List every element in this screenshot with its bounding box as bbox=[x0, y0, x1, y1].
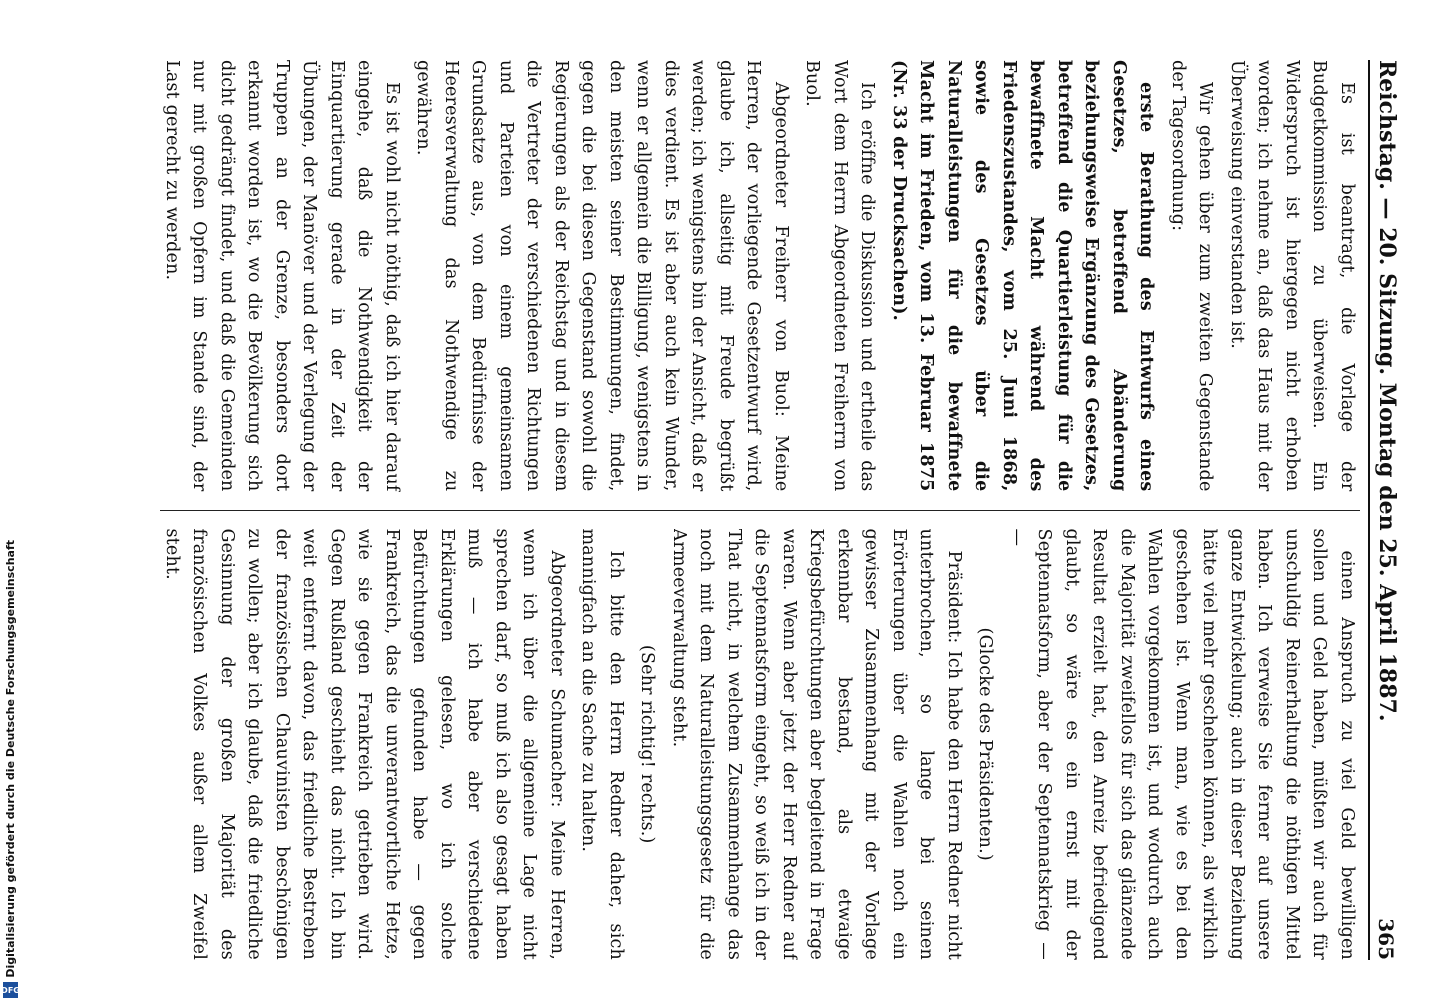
column-left bbox=[160, 60, 1360, 492]
page-number: 365 bbox=[1374, 918, 1398, 960]
paragraph: Abgeordneter Schumacher: Meine Herren, wenn ich über die allgemeine Lage nicht sprechen darf, so muß ich also gesagt haben muß — ich habe aber verschiedene Erklärungen gelesen, wo ich solche Befürchtungen gefunden habe — gegen Frankreich, das die unverantwortliche Hetze, wie sie gegen Frankreich getrieben wird. Gegen Rußland geschieht das nicht. Ich bin weit entfernt davon, das friedliche Bestreben der französischen Chauvinisten beschönigen zu wollen; aber ich glaube, daß die friedliche Gesinnung der großen Majorität des französischen Volkes außer allem Zweifel steht. bbox=[162, 528, 567, 960]
paragraph: Ich eröffne die Diskussion und ertheile das Wort dem Herrn Abgeordneten Freiherrn von Buol. bbox=[802, 60, 878, 492]
paragraph: (Glocke des Präsidenten.) bbox=[975, 627, 996, 861]
column-right bbox=[160, 529, 1360, 961]
paragraph: (Sehr richtig! rechts.) bbox=[637, 644, 658, 844]
page-title: Reichstag. — 20. Sitzung. Montag den 25. April 1887. bbox=[1374, 60, 1400, 722]
paragraph: erste Berathung des Entwurfs eines Gesetzes, betreffend Abänderung beziehungsweise Ergänzung des Gesetzes, betreffend die Quartierleistung für die bewaffnete Macht während des Friedenszustandes, vom 25. Juni 1868, sowie des Gesetzes über die Naturalleistungen für die bewaffnete Macht im Frieden, vom 13. Februar 1875 (Nr. 33 der Drucksachen). bbox=[889, 60, 1157, 492]
page-header bbox=[1368, 60, 1414, 960]
paragraph: Abgeordneter Freiherr von Buol: Meine Herren, der vorliegende Gesetzentwurf wird, glaube ich, allseitig mit Freude begrüßt werden; ich wenigstens bin der Ansicht, daß er dies verdient. Es ist aber auch kein Wunder, wenn er allgemein die Billigung, wenigstens in den meisten seiner Bestimmungen, findet, gegen die bei diesen Gegenstand sowohl die Regierungen als der Reichstag und in diesem die Vertreter der verschiedenen Richtungen und Parteien von einem gemeinsamen Grundsatze aus, von dem Bedürfnisse der Heeresverwaltung das Nothwendige zu gewähren. bbox=[413, 60, 791, 492]
column-divider bbox=[160, 510, 1360, 511]
paragraph: einen Anspruch zu viel Geld bewilligen sollen und Geld haben, müßten wir auch für unschuldig Reinerhaltung die nöthigen Mittel haben. Ich verweise Sie ferner auf unsere ganze Entwickelung; auch in dieser Beziehung hätte viel mehr geschehen können, als wirklich geschehen ist. Wenn man, wie es bei den Wahlen vorgekommen ist, und wodurch auch die Majorität zweifellos für sich das glänzende Resultat erzielt hat, den Anreiz befriedigend glaubt, so wäre es ein ernst mit der Septennatsform, aber der Septennatskrieg — — bbox=[1007, 528, 1357, 960]
dfg-logo: DFG bbox=[3, 982, 18, 998]
text-columns bbox=[160, 60, 1360, 960]
funding-note: Digitalisierung gefördert durch die Deutsche Forschungsgemeinschaft bbox=[4, 540, 17, 978]
paragraph: Wir gehen über zum zweiten Gegenstande der Tagesordnung: bbox=[1168, 60, 1216, 492]
paragraph: Es ist wohl nicht nöthig, daß ich hier darauf eingehe, daß die Nothwendigkeit der Einquartierung gerade in der Zeit der Übungen, der Manöver und der Verlegung der Truppen an der Grenze, besonders dort erkannt worden ist, wo die Bevölkerung sich dicht gedrängt findet, und daß die Gemeinden nur mit großen Opfern im Stande sind, der Last gerecht zu werden. bbox=[162, 60, 402, 492]
paragraph: Es ist beantragt, die Vorlage der Budgetkommission zu überweisen. Ein Widerspruch ist hiergegen nicht erhoben worden; ich nehme an, daß das Haus mit der Überweisung einverstanden ist. bbox=[1227, 60, 1357, 492]
paragraph: Ich bitte den Herrn Redner daher, sich mannigfach an die Sache zu halten. bbox=[578, 528, 626, 960]
paragraph: Präsident: Ich habe den Herrn Redner nicht unterbrochen, so lange bei seinen Erörterungen über die Wahlen noch ein gewisser Zusammenhang mit der Vorlage erkennbar bestand, als etwaige Kriegsbefürchtungen aber begleitend in Frage waren. Wenn aber jetzt der Herr Redner auf die Septennatsform eingeht, so weiß ich in der That nicht, in welchem Zusammenhange das noch mit dem Naturalleistungsgesetz für die Armeeverwaltung steht. bbox=[669, 528, 964, 960]
